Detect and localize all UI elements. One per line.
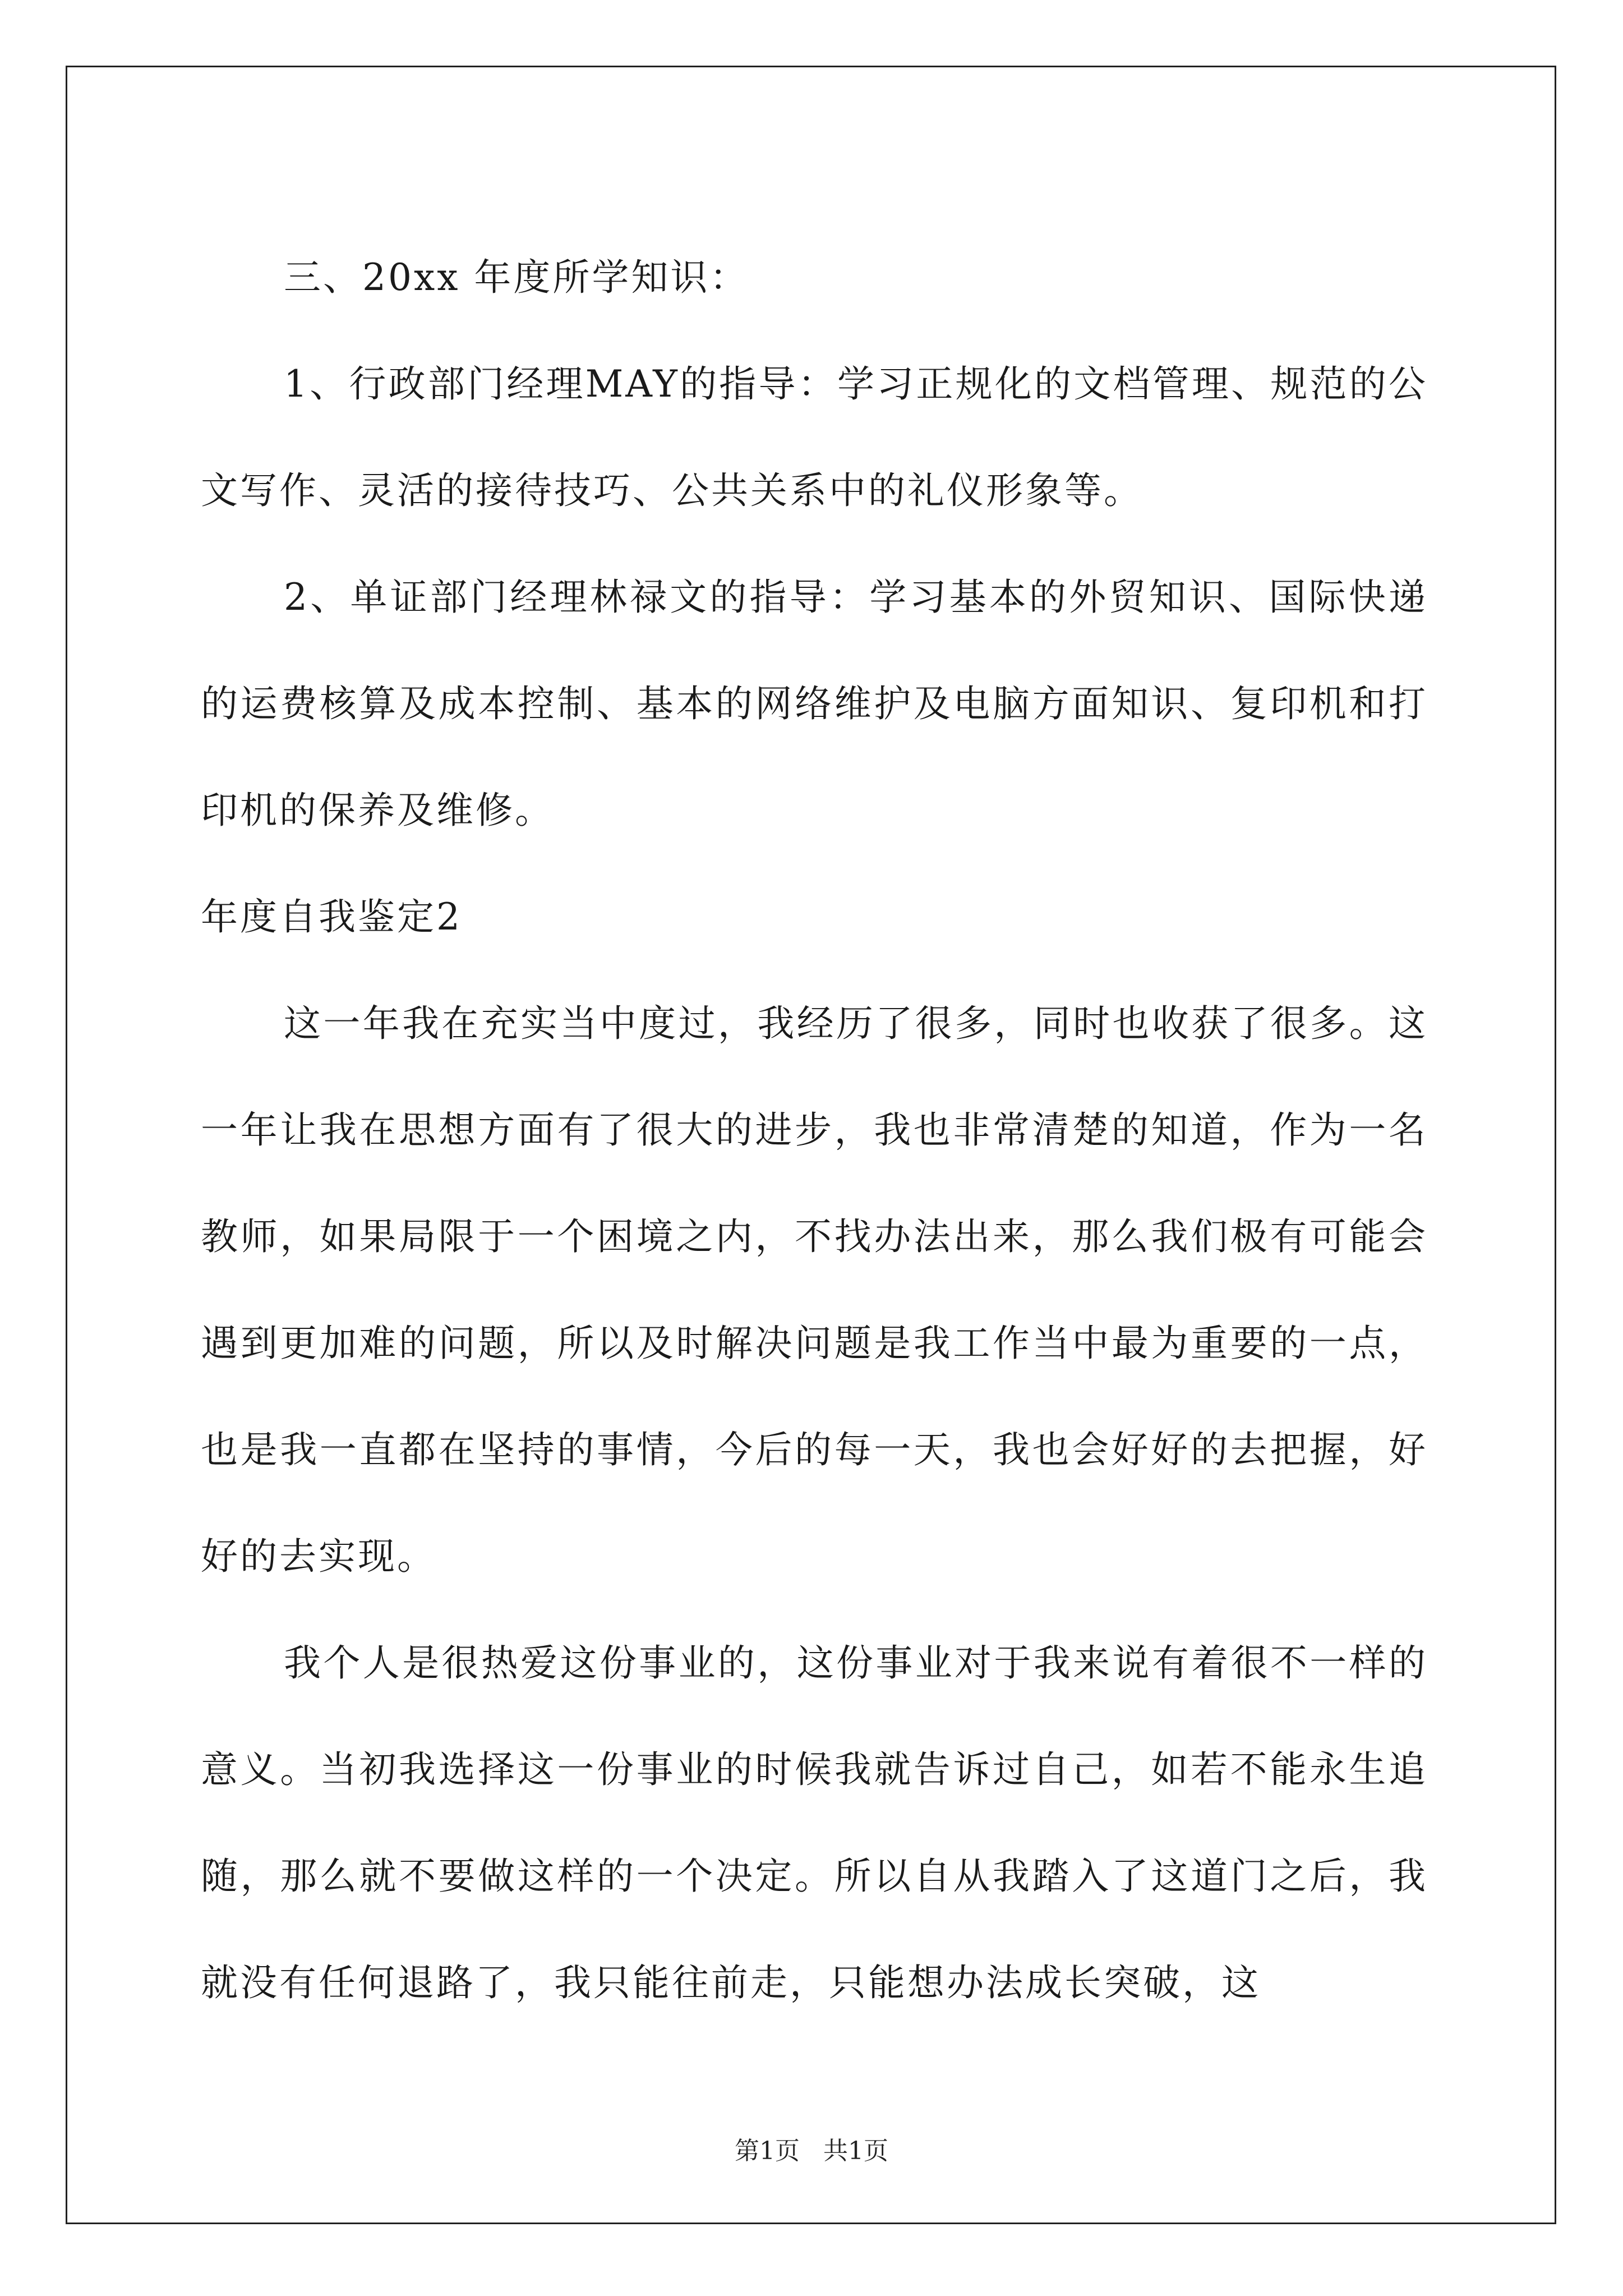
list-item-2: 2、单证部门经理林禄文的指导：学习基本的外贸知识、国际快递的运费核算及成本控制、基本的网络维护及电脑方面知识、复印机和打印机的保养及维修。 xyxy=(201,576,1428,832)
list-item-1: 1、行政部门经理MAY的指导：学习正规化的文档管理、规范的公文写作、灵活的接待技巧、公共关系中的礼仪形象等。 xyxy=(201,362,1428,512)
section-3-heading: 三、20xx 年度所学知识： xyxy=(284,256,749,299)
page-total: 共1页 xyxy=(823,2137,888,2165)
section-title: 年度自我鉴定2 xyxy=(201,895,462,938)
document-body xyxy=(201,224,1428,2036)
body-paragraph-2: 我个人是很热爱这份事业的，这份事业对于我来说有着很不一样的意义。当初我选择这一份事业的时候我就告诉过自己，如若不能永生追随，那么就不要做这样的一个决定。所以自从我踏入了这道门之后，我就没有任何退路了，我只能往前走，只能想办法成长突破，这 xyxy=(201,1641,1428,2004)
page-number: 第1页 xyxy=(735,2137,800,2165)
page-footer xyxy=(0,2131,1623,2166)
body-paragraph-1: 这一年我在充实当中度过，我经历了很多，同时也收获了很多。这一年让我在思想方面有了很大的进步，我也非常清楚的知道，作为一名教师，如果局限于一个困境之内，不找办法出来，那么我们极有可能会遇到更加难的问题，所以及时解决问题是我工作当中最为重要的一点，也是我一直都在坚持的事情，今后的每一天，我也会好好的去把握，好好的去实现。 xyxy=(201,1002,1428,1578)
